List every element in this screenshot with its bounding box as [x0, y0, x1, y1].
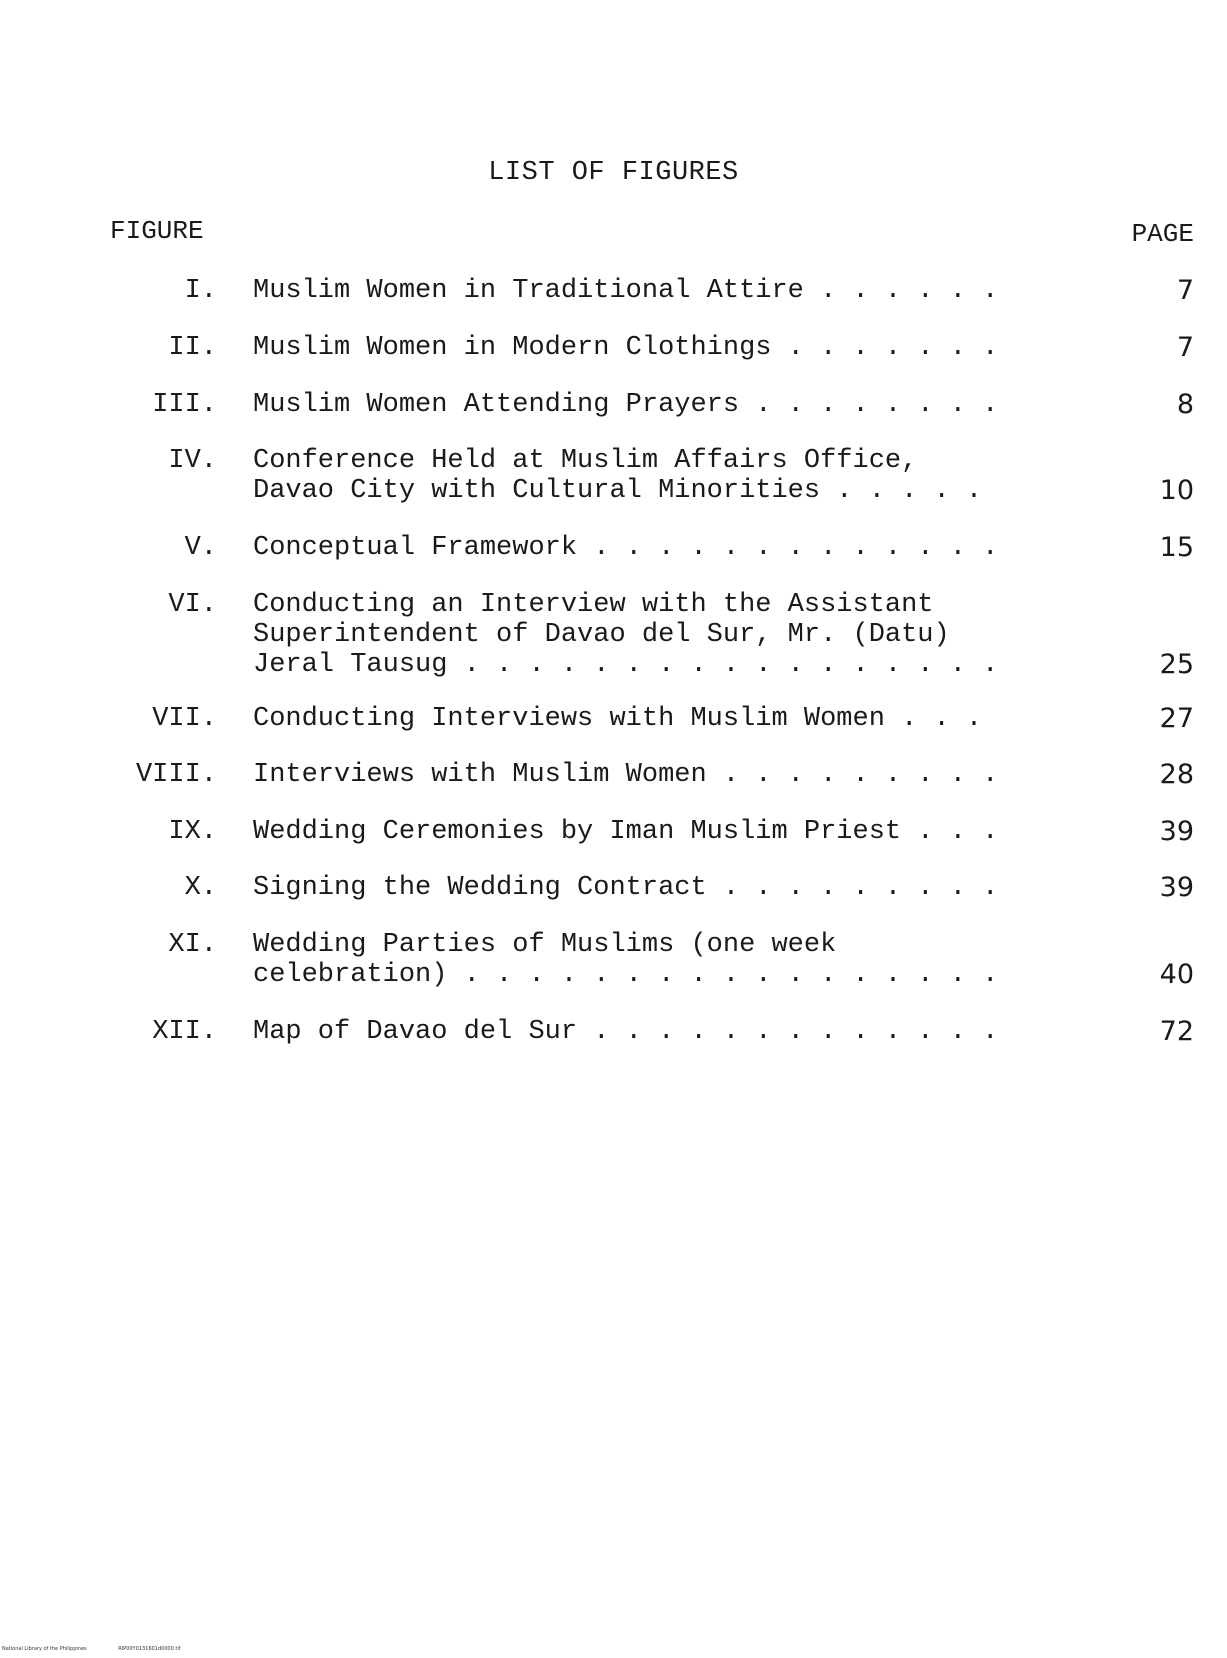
figure-caption: Muslim Women in Modern Clothings . . . . . . .: [253, 333, 999, 363]
figure-column-header: FIGURE: [110, 216, 204, 246]
figure-page: 10: [1159, 475, 1194, 506]
figure-caption: Wedding Ceremonies by Iman Muslim Priest . . .: [253, 817, 999, 847]
figure-entry: [0, 533, 1227, 563]
figure-entry: [0, 276, 1227, 306]
figure-caption: Map of Davao del Sur . . . . . . . . . . . . .: [253, 1017, 999, 1047]
figure-number: VI.: [168, 590, 217, 620]
scan-footer: [2, 1646, 210, 1652]
figure-number: X.: [184, 873, 217, 903]
figure-entry: [0, 333, 1227, 363]
figure-entry: [0, 390, 1227, 420]
footer-library: National Library of the Philippines: [2, 1646, 87, 1652]
figure-entry: [0, 590, 1227, 680]
figure-entry: [0, 873, 1227, 903]
figure-page: 28: [1159, 759, 1194, 790]
figure-page: 15: [1159, 532, 1194, 563]
figure-caption: Conducting Interviews with Muslim Women . . .: [253, 704, 983, 734]
page-title: LIST OF FIGURES: [488, 158, 739, 188]
figure-number: I.: [184, 276, 217, 306]
footer-file: RIP00Y0131601d0000.tif: [118, 1646, 181, 1652]
figure-list: [0, 276, 1227, 1047]
figure-page: 40: [1159, 959, 1194, 990]
figure-number: II.: [168, 333, 217, 363]
figure-page: 27: [1159, 703, 1194, 734]
figure-caption: Wedding Parties of Muslims (one week celebration) . . . . . . . . . . . . . . . . .: [253, 930, 999, 990]
figure-caption: Conceptual Framework . . . . . . . . . . . . .: [253, 533, 999, 563]
figure-caption: Conducting an Interview with the Assistant Superintendent of Davao del Sur, Mr. (Datu) Jeral Tausug . . . . . . . . . . . . . . . . .: [253, 590, 999, 680]
figure-page: 39: [1159, 816, 1194, 847]
figure-page: 25: [1159, 649, 1194, 680]
figure-number: V.: [184, 533, 217, 563]
figure-page: 39: [1159, 872, 1194, 903]
figure-number: VIII.: [135, 760, 217, 790]
figure-entry: [0, 930, 1227, 990]
figure-caption: Conference Held at Muslim Affairs Office, Davao City with Cultural Minorities . . . . .: [253, 446, 983, 506]
figure-page: 72: [1159, 1016, 1194, 1047]
figure-number: XI.: [168, 930, 217, 960]
figure-caption: Muslim Women Attending Prayers . . . . . . . .: [253, 390, 999, 420]
figure-entry: [0, 446, 1227, 506]
figure-number: XII.: [152, 1017, 217, 1047]
figure-page: 8: [1176, 389, 1194, 420]
figure-entry: [0, 760, 1227, 790]
figure-caption: Signing the Wedding Contract . . . . . . . . .: [253, 873, 999, 903]
figure-number: IV.: [168, 446, 217, 476]
page-column-header: PAGE: [1131, 219, 1194, 249]
figure-page: 7: [1176, 332, 1194, 363]
figure-page: 7: [1176, 275, 1194, 306]
figure-number: III.: [152, 390, 217, 420]
figure-number: VII.: [152, 704, 217, 734]
figure-entry: [0, 1017, 1227, 1047]
figure-entry: [0, 704, 1227, 734]
figure-caption: Muslim Women in Traditional Attire . . . . . .: [253, 276, 999, 306]
figure-number: IX.: [168, 817, 217, 847]
figure-entry: [0, 817, 1227, 847]
figure-caption: Interviews with Muslim Women . . . . . . . . .: [253, 760, 999, 790]
